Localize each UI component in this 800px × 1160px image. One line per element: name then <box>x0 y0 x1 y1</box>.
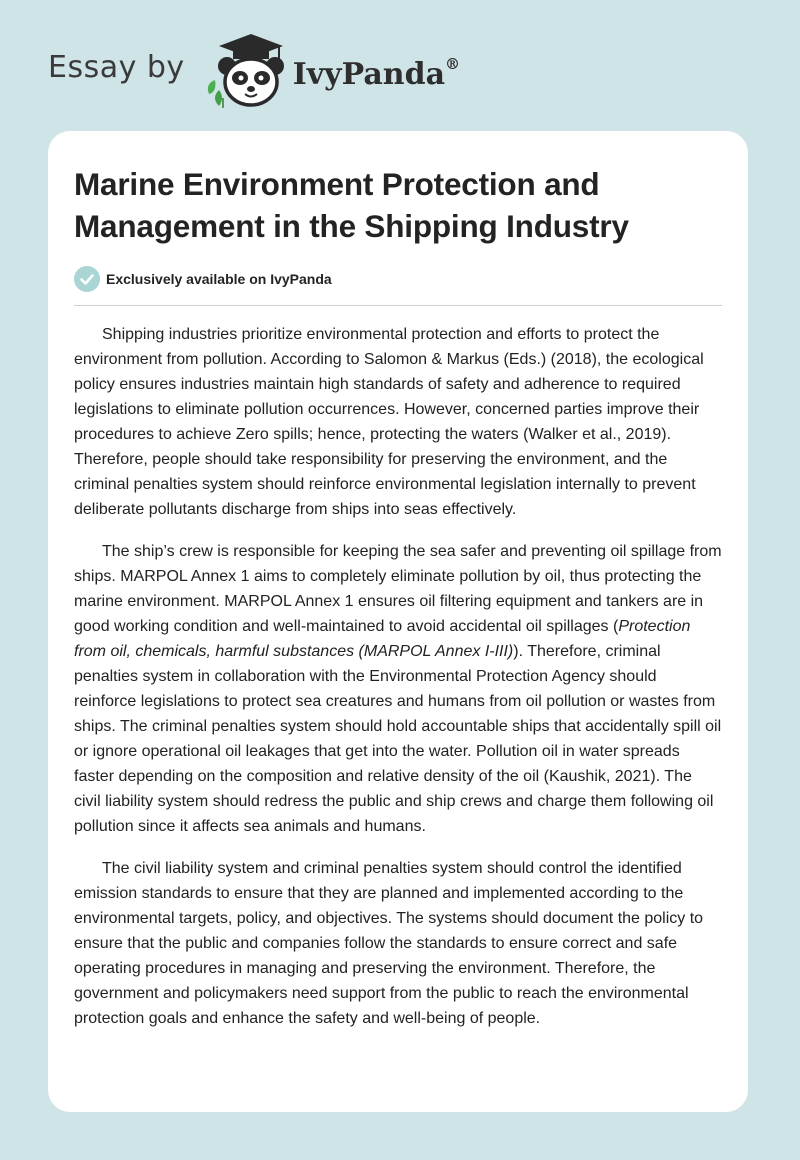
paragraph-2: The ship’s crew is responsible for keeping the sea safer and preventing oil spillage from ships. MARPOL Annex 1 aims to completely eliminate pollution by oil, thus protecting the marine environment. MARPOL Annex 1 ensures oil filtering equipment and tankers are in good working condition and well-maintained to avoid accidental oil spillages (Protection from oil, chemicals, harmful substances (MARPOL Annex I-III)). Therefore, criminal penalties system in collaboration with the Environmental Protection Agency should reinforce legislations to protect sea creatures and humans from oil pollution or wastes from ships. The criminal penalties system should hold accountable ships that accidentally spill oil or ignore operational oil leakages that get into the water. Pollution oil in water spreads faster depending on the composition and relative density of the oil (Kaushik, 2021). The civil liability system should redress the public and ship crews and charge them following oil pollution since it affects sea animals and humans. <box>74 543 722 835</box>
essay-card <box>48 131 748 1112</box>
brand-name: IvyPanda® <box>292 54 461 92</box>
divider <box>74 305 722 306</box>
paragraph-1: Shipping industries prioritize environmental protection and efforts to protect the environment from pollution. According to Salomon & Markus (Eds.) (2018), the ecological policy ensures industries maintain high standards of safety and adherence to required legislations to eliminate pollution occurrences. However, concerned parties improve their procedures to achieve Zero spills; hence, protecting the waters (Walker et al., 2019). Therefore, people should take responsibility for preserving the environment, and the criminal penalties system should reinforce environmental legislation internally to prevent deliberate pollutants discharge from ships into seas effectively. <box>74 326 704 518</box>
essay-title: Marine Environment Protection and Management in the Shipping Industry <box>74 166 629 244</box>
paragraph-3: The civil liability system and criminal penalties system should control the identified emission standards to ensure that they are planned and implemented according to the environmental targets, policy, and objectives. The systems should document the policy to ensure that the public and companies follow the standards to ensure correct and safe operating procedures in managing and preserving the environment. Therefore, the government and policymakers need support from the public to reach the environmental protection goals and enhance the safety and well-being of people. <box>74 860 704 1027</box>
citation-marpol: Protection from oil, chemicals, harmful substances (MARPOL Annex I-III) <box>74 618 691 660</box>
check-circle-icon <box>74 266 100 292</box>
brand-header[interactable] <box>48 32 460 108</box>
brand-prefix: Essay by <box>48 49 185 85</box>
essay-body <box>74 322 722 1031</box>
exclusive-badge <box>74 265 722 293</box>
panda-logo-icon <box>199 32 291 108</box>
badge-text: Exclusively available on IvyPanda <box>106 271 332 287</box>
